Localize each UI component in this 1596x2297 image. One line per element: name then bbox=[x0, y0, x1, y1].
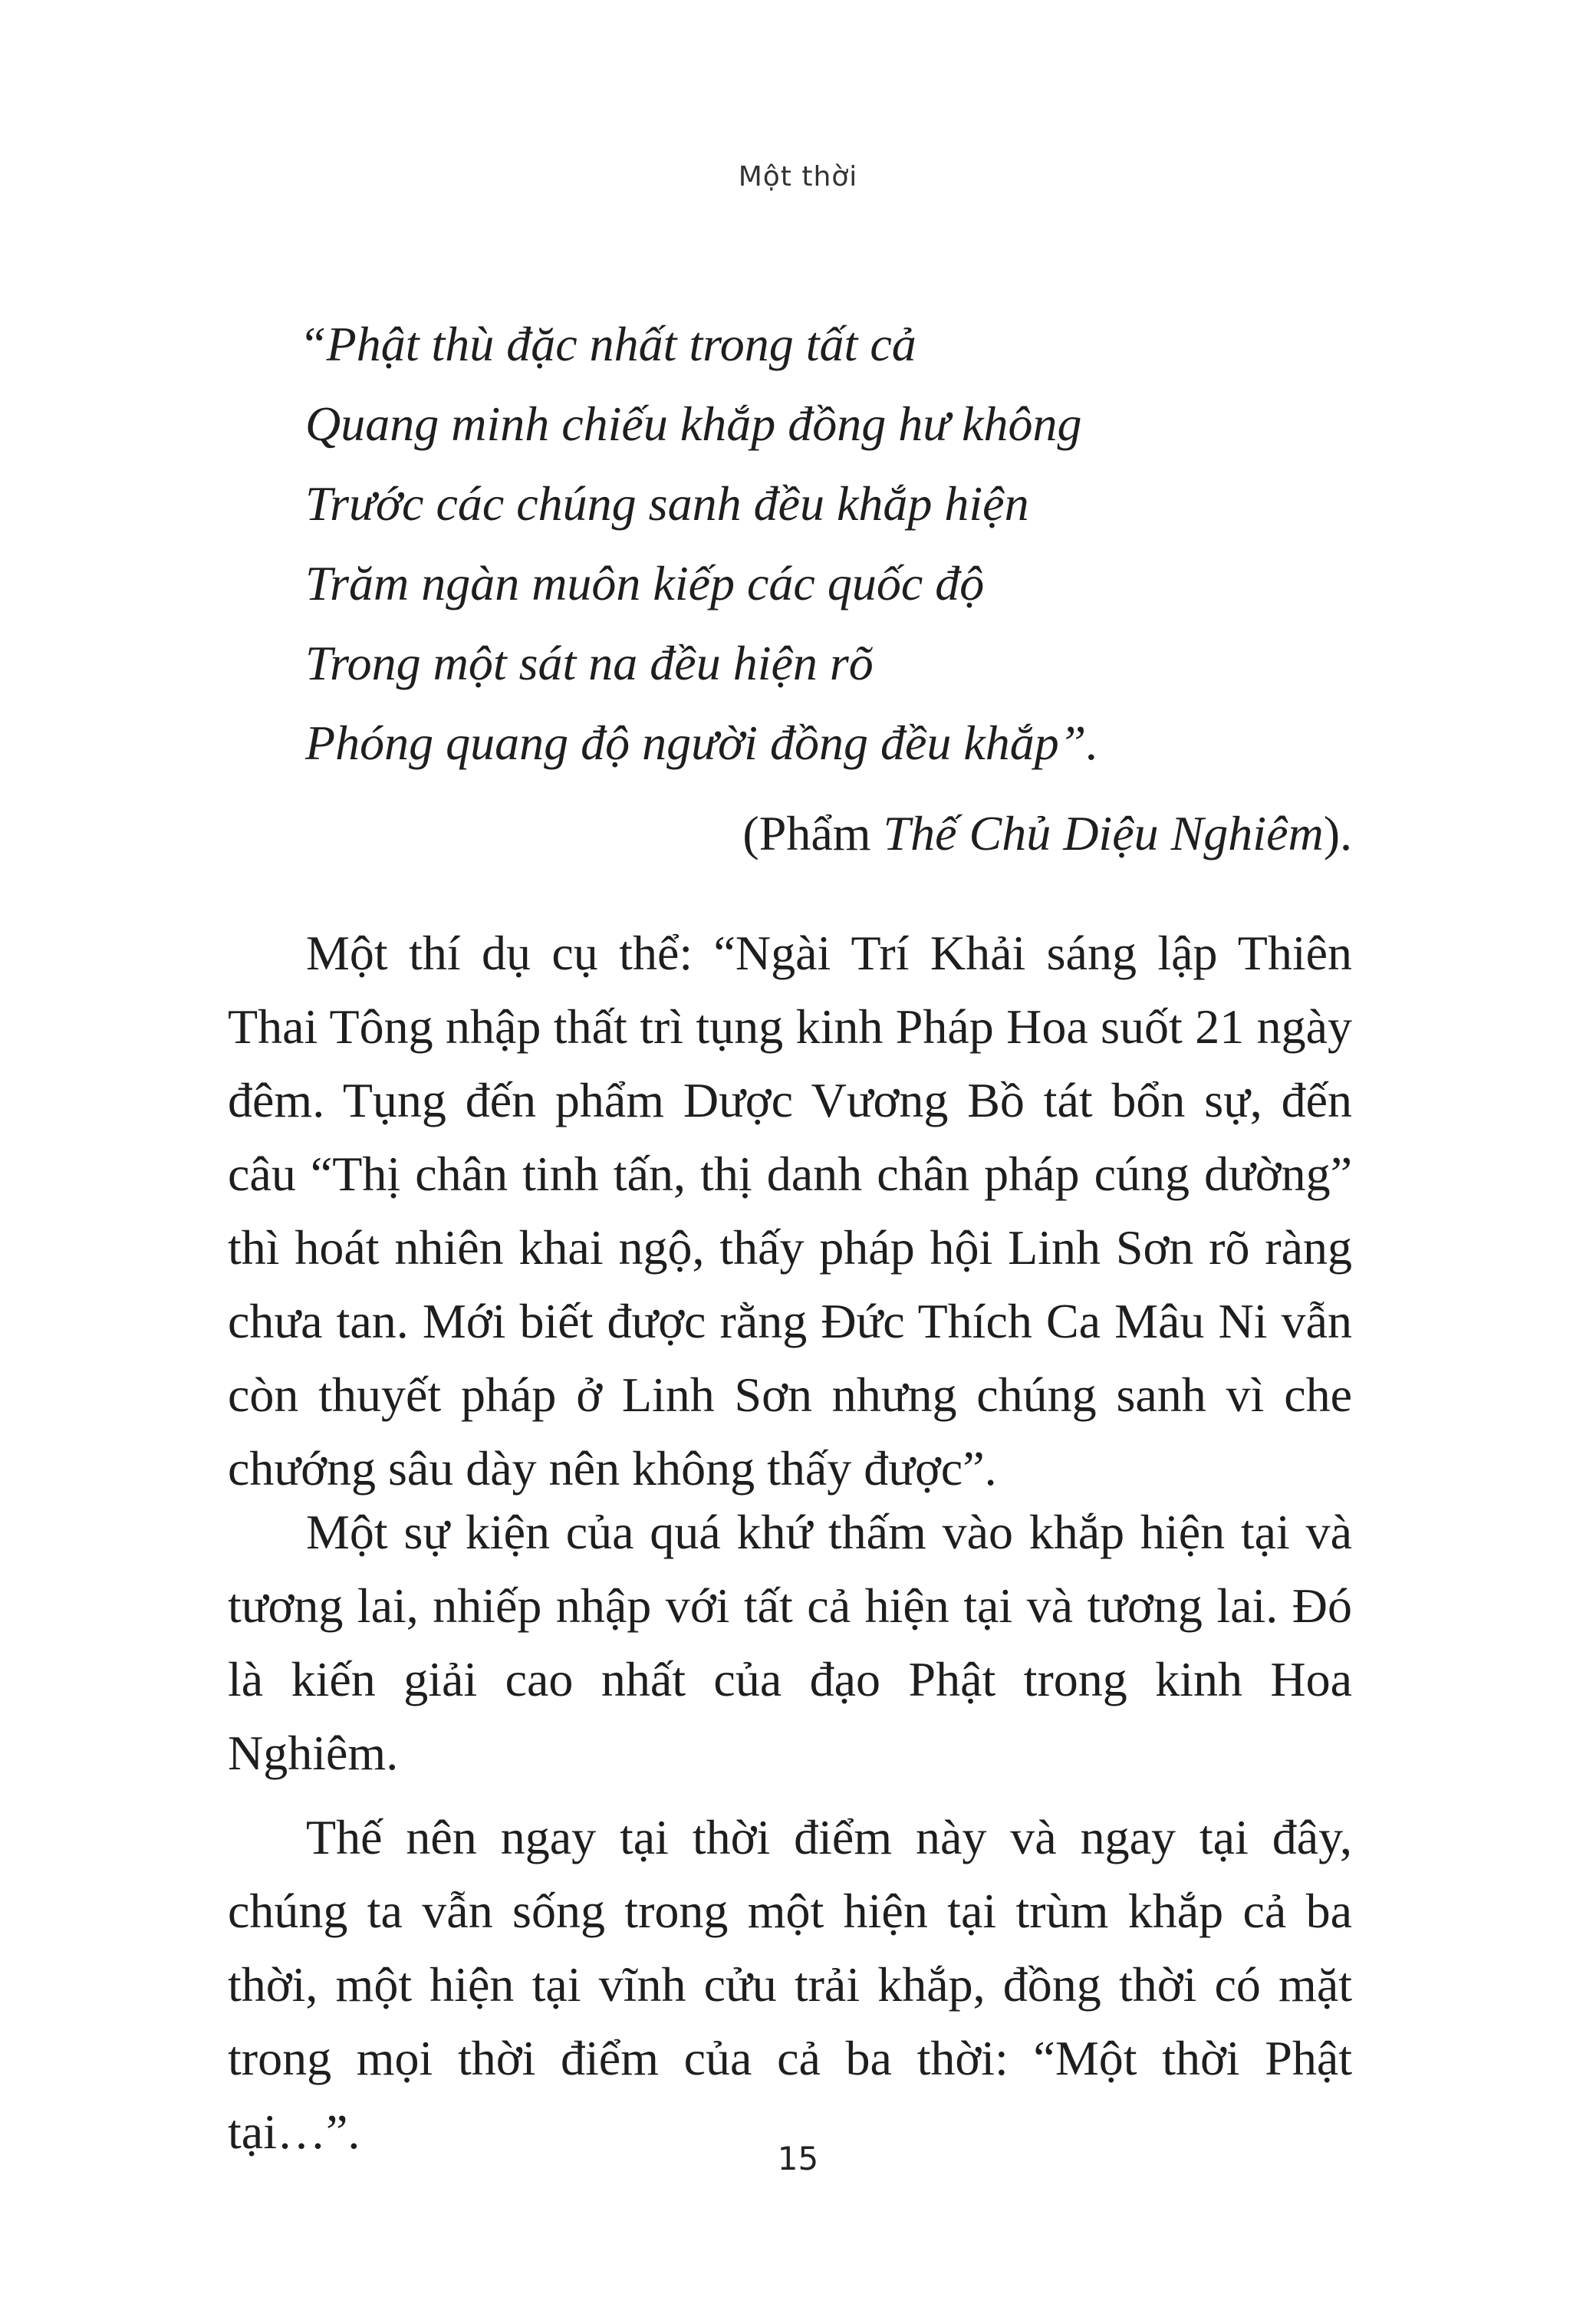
body-paragraph: Thế nên ngay tại thời điểm này và ngay tại đây, chúng ta vẫn sống trong một hiện tại trùm khắp cả ba thời, một hiện tại vĩnh cửu trải khắp, đồng thời có mặt trong mọi thời điểm của cả ba thời: “Một thời Phật tại…”. bbox=[228, 1810, 1352, 2159]
page-number: 15 bbox=[777, 2140, 819, 2177]
citation-title: Thế Chủ Diệu Nghiêm bbox=[883, 806, 1324, 861]
verse-line: Trăm ngàn muôn kiếp các quốc độ bbox=[305, 556, 985, 610]
verse-line: Quang minh chiếu khắp đồng hư không bbox=[305, 397, 1082, 451]
citation-suffix: ). bbox=[1323, 806, 1352, 861]
verse-line: Trong một sát na đều hiện rõ bbox=[305, 636, 874, 690]
body-paragraph: Một thí dụ cụ thể: “Ngài Trí Khải sáng lập Thiên Thai Tông nhập thất trì tụng kinh Pháp Hoa suốt 21 ngày đêm. Tụng đến phẩm Dược Vương Bồ tát bổn sự, đến câu “Thị chân tinh tấn, thị danh chân pháp cúng dường” thì hoát nhiên khai ngộ, thấy pháp hội Linh Sơn rõ ràng chưa tan. Mới biết được rằng Đức Thích Ca Mâu Ni vẫn còn thuyết pháp ở Linh Sơn nhưng chúng sanh vì che chướng sâu dày nên không thấy được”. bbox=[228, 926, 1352, 1496]
verse-block bbox=[299, 304, 1371, 783]
verse-citation bbox=[742, 794, 1352, 874]
verse-line: Trước các chúng sanh đều khắp hiện bbox=[305, 476, 1029, 531]
verse-line: Phóng quang độ người đồng đều khắp”. bbox=[305, 716, 1099, 770]
running-header: Một thời bbox=[738, 161, 858, 193]
body-paragraph: Một sự kiện của quá khứ thấm vào khắp hiện tại và tương lai, nhiếp nhập với tất cả hiện tại và tương lai. Đó là kiến giải cao nhất của đạo Phật trong kinh Hoa Nghiêm. bbox=[228, 1505, 1352, 1780]
verse-line: “Phật thù đặc nhất trong tất cả bbox=[299, 317, 916, 371]
citation-prefix: (Phẩm bbox=[742, 806, 884, 861]
